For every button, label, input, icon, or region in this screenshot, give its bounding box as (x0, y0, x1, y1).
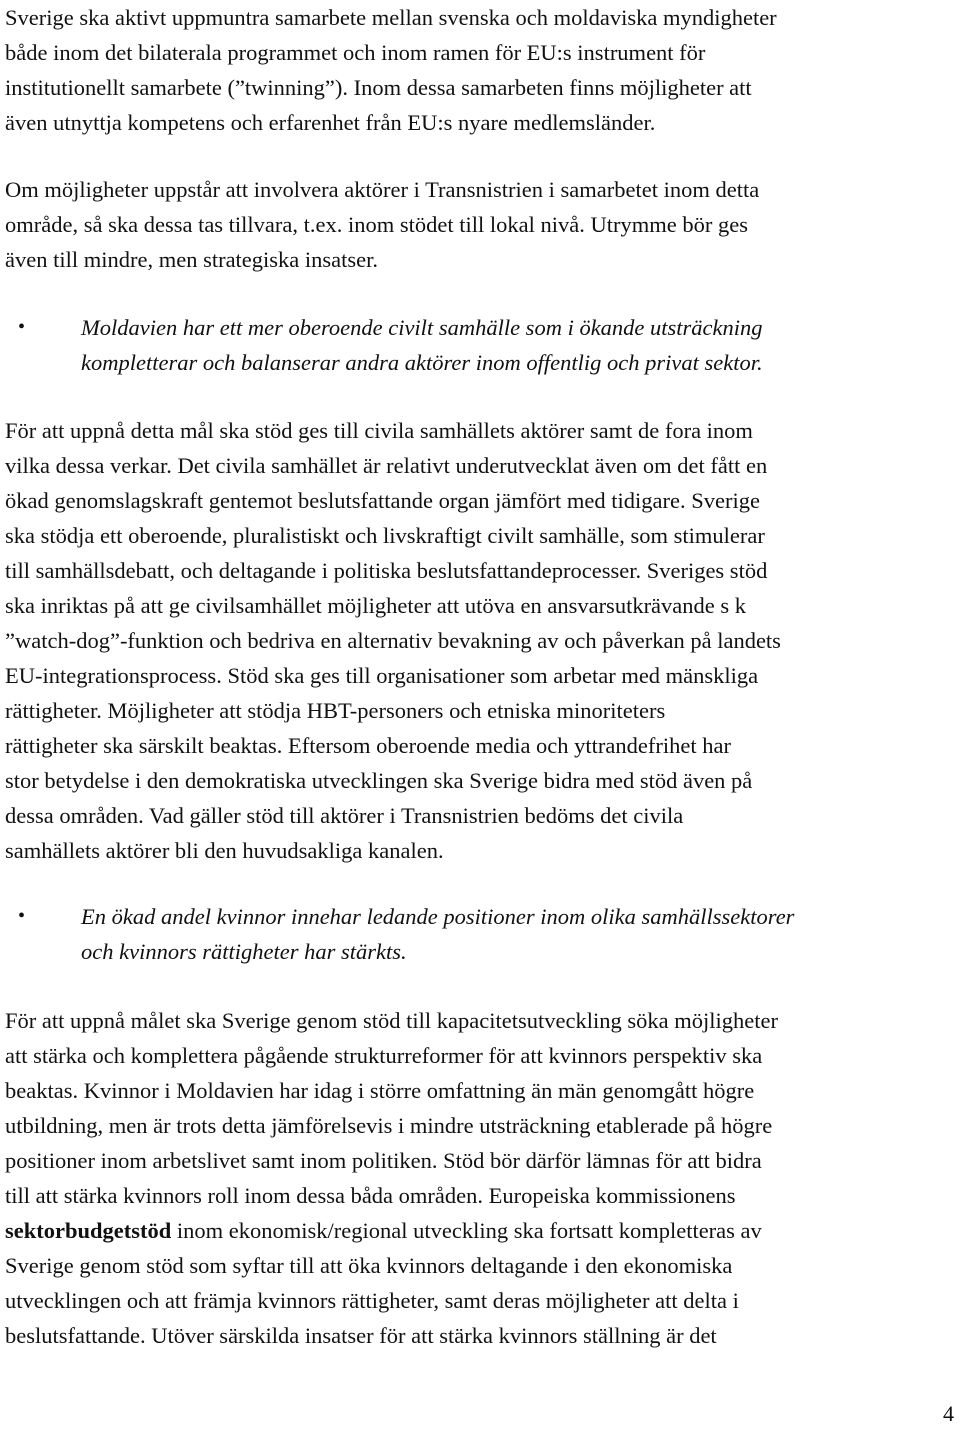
text-line: institutionellt samarbete (”twinning”). Inom dessa samarbeten finns möjligheter att (5, 75, 752, 100)
text-line: Om möjligheter uppstår att involvera aktörer i Transnistrien i samarbetet inom detta (5, 177, 760, 202)
text-line: både inom det bilaterala programmet och inom ramen för EU:s instrument för (5, 40, 706, 65)
text-line: till samhällsdebatt, och deltagande i politiska beslutsfattandeprocesser. Sveriges stöd (5, 558, 768, 583)
text-line: ska stödja ett oberoende, pluralistiskt och livskraftigt civilt samhälle, som stimulerar (5, 523, 765, 548)
paragraph-civil-society-support (5, 413, 945, 868)
text-line: även till mindre, men strategiska insatser. (5, 247, 379, 272)
text-line: kompletterar och balanserar andra aktörer inom offentlig och privat sektor. (81, 350, 763, 375)
text-line: ökad genomslagskraft gentemot beslutsfattande organ jämfört med tidigare. Sverige (5, 488, 760, 513)
text-line: rättigheter ska särskilt beaktas. Eftersom oberoende media och yttrandefrihet har (5, 733, 731, 758)
paragraph-women-capacity (5, 1003, 945, 1353)
text-line: En ökad andel kvinnor innehar ledande positioner inom olika samhällssektorer (81, 904, 795, 929)
page-number: 4 (943, 1401, 954, 1426)
text-line: och kvinnors rättigheter har stärkts. (81, 939, 407, 964)
text-line: beslutsfattande. Utöver särskilda insatser för att stärka kvinnors ställning är det (5, 1323, 717, 1348)
text-line: EU-integrationsprocess. Stöd ska ges till organisationer som arbetar med mänskliga (5, 663, 759, 688)
text-line: positioner inom arbetslivet samt inom politiken. Stöd bör därför lämnas för att bidra (5, 1148, 762, 1173)
text-line: till att stärka kvinnors roll inom dessa båda områden. Europeiska kommissionens (5, 1183, 736, 1208)
text-line: rättigheter. Möjligheter att stödja HBT-personers och etniska minoriteters (5, 698, 666, 723)
text-line (5, 1213, 945, 1248)
paragraph-transnistria (5, 172, 945, 277)
text-line: ska inriktas på att ge civilsamhället möjligheter att utöva en ansvarsutkrävande s k (5, 593, 747, 618)
text-fragment: inom ekonomisk/regional utveckling ska fortsatt kompletteras av (171, 1218, 762, 1243)
text-line: att stärka och komplettera pågående strukturreformer för att kvinnors perspektiv ska (5, 1043, 763, 1068)
text-line: även utnyttja kompetens och erfarenhet från EU:s nyare medlemsländer. (5, 110, 656, 135)
text-line: vilka dessa verkar. Det civila samhället är relativt underutvecklat även om det fått en (5, 453, 768, 478)
bold-term: sektorbudgetstöd (5, 1218, 172, 1243)
text-line: område, så ska dessa tas tillvara, t.ex. inom stödet till lokal nivå. Utrymme bör ges (5, 212, 748, 237)
text-line: stor betydelse i den demokratiska utvecklingen ska Sverige bidra med stöd även på (5, 768, 753, 793)
bullet-text (81, 310, 941, 380)
bullet-text (81, 899, 941, 969)
text-line: Sverige ska aktivt uppmuntra samarbete mellan svenska och moldaviska myndigheter (5, 5, 777, 30)
text-line: För att uppnå målet ska Sverige genom stöd till kapacitetsutveckling söka möjligheter (5, 1008, 778, 1033)
text-line: utbildning, men är trots detta jämförelsevis i mindre utsträckning etablerade på högre (5, 1113, 773, 1138)
text-line: dessa områden. Vad gäller stöd till aktörer i Transnistrien bedöms det civila (5, 803, 684, 828)
text-line: Moldavien har ett mer oberoende civilt samhälle som i ökande utsträckning (81, 315, 763, 340)
text-line: beaktas. Kvinnor i Moldavien har idag i större omfattning än män genomgått högre (5, 1078, 755, 1103)
text-line: Sverige genom stöd som syftar till att öka kvinnors deltagande i den ekonomiska (5, 1253, 733, 1278)
text-line: utvecklingen och att främja kvinnors rättigheter, samt deras möjligheter att delta i (5, 1288, 739, 1313)
text-line: ”watch-dog”-funktion och bedriva en alternativ bevakning av och påverkan på landets (5, 628, 781, 653)
text-line: För att uppnå detta mål ska stöd ges till civila samhällets aktörer samt de fora inom (5, 418, 753, 443)
bullet-icon: • (18, 316, 26, 338)
paragraph-twinning (5, 0, 945, 140)
text-line: samhällets aktörer bli den huvudsakliga kanalen. (5, 838, 444, 863)
bullet-icon: • (18, 905, 26, 927)
